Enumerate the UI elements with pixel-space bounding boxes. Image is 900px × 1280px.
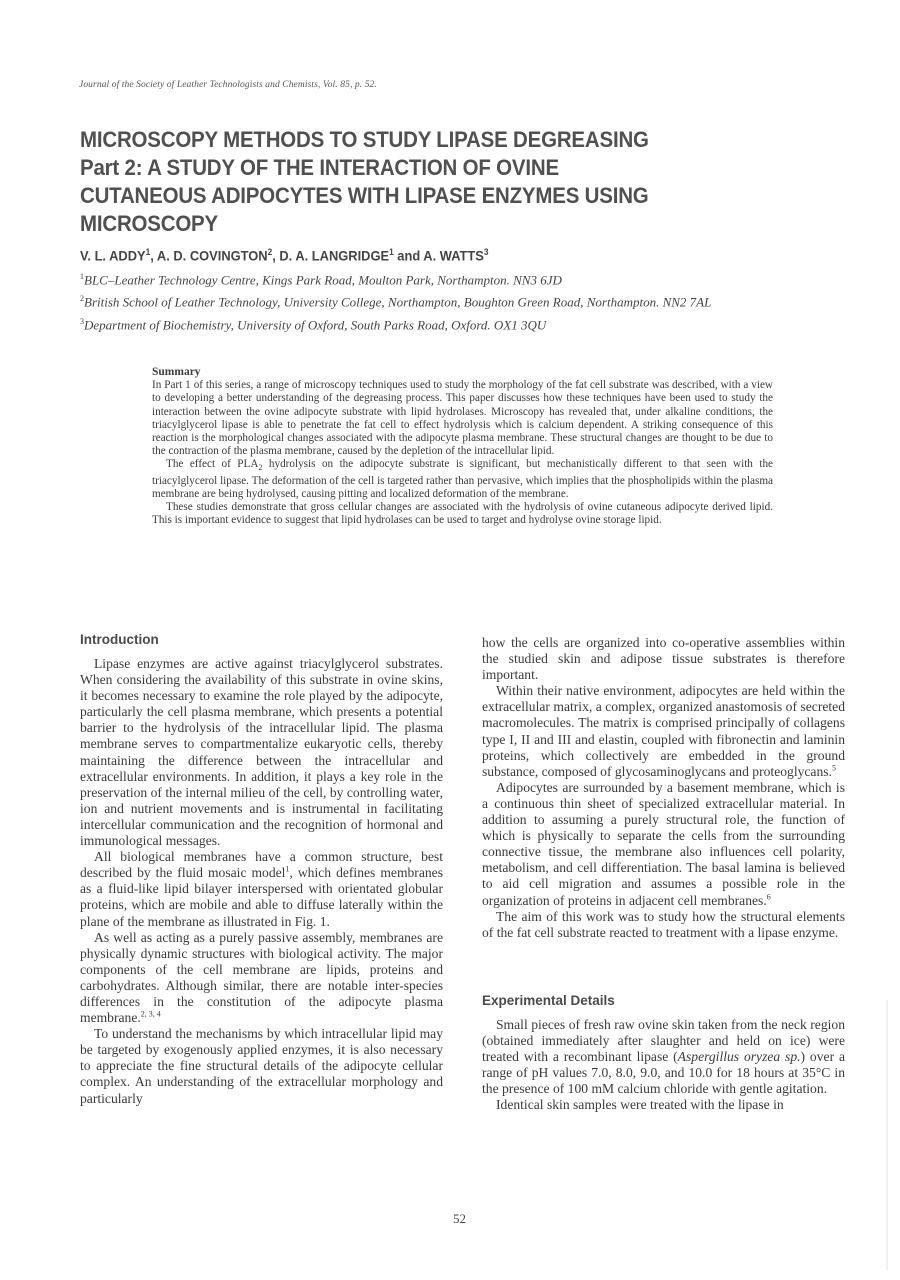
summary-paragraph: In Part 1 of this series, a range of microscopy techniques used to study the morphology of the fat cell substrate was described, with a view to developing a better understanding of the degreasing process. This paper discusses how these techniques have been used to study the interaction between the ovine adipocyte substrate with lipid hydrolases. Microscopy has revealed that, under alkaline conditions, the triacylglycerol lipase is able to penetrate the fat cell to effect hydrolysis which is calcium dependent. A striking consequence of this reaction is the morphological changes associated with the adipocyte plasma membrane. These structural changes are thought to be due to the contraction of the plasma membrane, caused by the depletion of the intracellular lipid. bbox=[152, 379, 773, 458]
text-run: , which defines membranes as a fluid-like lipid bilayer interspersed with orientated globular proteins, which are mobile and able to diffuse laterally within the plane of the membrane as illustrated in Fig. 1. bbox=[80, 865, 443, 929]
body-paragraph: To understand the mechanisms by which intracellular lipid may be targeted by exogenously applied enzymes, it is also necessary to appreciate the fine structural details of the adipocyte cellular complex. An understanding of the extracellular morphology and particularly bbox=[80, 1026, 443, 1106]
affiliation-text: BLC–Leather Technology Centre, Kings Park Road, Moulton Park, Northampton. NN3 6JD bbox=[84, 272, 562, 288]
summary-paragraph bbox=[152, 458, 773, 501]
text-run: Small pieces of fresh raw ovine skin taken from the neck region (obtained immediately after slaughter and held on ice) were treated with a recombinant lipase ( bbox=[482, 1016, 845, 1064]
author-affil-marker: 2 bbox=[267, 247, 273, 257]
author-list bbox=[80, 247, 488, 264]
title-line: CUTANEOUS ADIPOCYTES WITH LIPASE ENZYMES USING bbox=[80, 183, 649, 208]
running-head: Journal of the Society of Leather Technologists and Chemists, Vol. 85, p. 52. bbox=[79, 80, 377, 90]
body-paragraph bbox=[482, 780, 845, 909]
body-paragraph bbox=[80, 849, 443, 929]
text-run: All biological membranes have a common structure, best described by the fluid mosaic model bbox=[80, 849, 443, 881]
author-affil-marker: 1 bbox=[145, 247, 151, 257]
body-paragraph: The aim of this work was to study how the structural elements of the fat cell substrate reacted to treatment with a lipase enzyme. bbox=[482, 908, 845, 940]
affiliation-text: British School of Leather Technology, University College, Northampton, Boughton Green Road, Northampton. NN2 7AL bbox=[84, 294, 712, 310]
article-title bbox=[80, 126, 787, 238]
citation-marker: 6 bbox=[766, 891, 771, 901]
text-run: ) over a range of pH values 7.0, 8.0, 9.0, and 10.0 for 18 hours at 35°C in the presence of 100 mM calcium chloride with gentle agitation. bbox=[482, 1048, 845, 1097]
affiliation-list bbox=[80, 267, 800, 334]
affiliation-text: Department of Biochemistry, University of Oxford, South Parks Road, Oxford. OX1 3QU bbox=[84, 316, 547, 332]
text-run: The effect of PLA bbox=[166, 458, 259, 471]
author-affil-marker: 3 bbox=[483, 247, 489, 257]
affiliation-number: 2 bbox=[80, 294, 84, 304]
text-run: Adipocytes are surrounded by a basement membrane, which is a continuous thin sheet of specialized extracellular material. In addition to assuming a purely structural role, the function of which is physically to separate the cells from the surrounding connective tissue, the membrane also influences cell polarity, metabolism, and cell differentiation. The basal lamina is believed to aid cell migration and assumes a possible role in the organization of proteins in adjacent cell membranes. bbox=[482, 779, 845, 908]
summary-paragraph: These studies demonstrate that gross cellular changes are associated with the hydrolysis of ovine cutaneous adipocyte derived lipid. This is important evidence to suggest that lipid hydrolases can be used to target and hydrolyse ovine storage lipid. bbox=[152, 501, 773, 527]
introduction-heading: Introduction bbox=[80, 632, 159, 647]
affiliation bbox=[80, 267, 800, 289]
left-column bbox=[80, 632, 443, 1107]
citation-marker: 2, 3, 4 bbox=[140, 1009, 161, 1019]
right-column bbox=[482, 635, 845, 1113]
author-separator: , bbox=[150, 247, 157, 264]
author-separator: , bbox=[272, 247, 280, 264]
author-affil-marker: 1 bbox=[389, 247, 394, 257]
author-name: D. A. LANGRIDGE bbox=[279, 247, 390, 264]
body-paragraph: Lipase enzymes are active against triacylglycerol substrates. When considering the availability of this substrate in ovine skins, it becomes necessary to examine the role played by the adipocyte, particularly the cell plasma membrane, which presents a potential barrier to the hydrolysis of the intracellular lipid. The plasma membrane serves to compartmentalize eukaryotic cells, thereby maintaining the difference between the intracellular and extracellular environments. In addition, it plays a key role in the preservation of the internal milieu of the cell, by controlling water, ion and nutrient movements and is instrumental in facilitating intercellular communication and the recognition of hormonal and immunological messages. bbox=[80, 656, 443, 849]
author-name: V. L. ADDY bbox=[80, 247, 146, 264]
text-run: Within their native environment, adipocytes are held within the extracellular matrix, a complex, organized anastomosis of secreted macromolecules. The matrix is comprised principally of collagens type I, II and III and elastin, coupled with fibronectin and laminin proteins, which collectively are embedded in the ground substance, composed of glycosaminoglycans and proteoglycans. bbox=[482, 683, 845, 779]
species-name: Aspergillus oryzea sp. bbox=[677, 1048, 801, 1064]
title-line: Part 2: A STUDY OF THE INTERACTION OF OVINE bbox=[80, 155, 559, 180]
subscript: 2 bbox=[258, 463, 263, 473]
text-run: hydrolysis on the adipocyte substrate is significant, but mechanistically different to that seen with the triacylglycerol lipase. The deformation of the cell is targeted rather than pervasive, which implies that the phospholipids within the plasma membrane are being hydrolysed, causing pitting and localized deformation of the membrane. bbox=[152, 458, 774, 501]
citation-marker: 5 bbox=[831, 763, 836, 773]
author-name: A. WATTS bbox=[423, 247, 484, 264]
body-paragraph bbox=[482, 683, 845, 780]
affiliation bbox=[80, 289, 800, 311]
body-paragraph: how the cells are organized into co-operative assemblies within the studied skin and adipose tissue substrates is therefore important. bbox=[482, 635, 845, 683]
page-number: 52 bbox=[453, 1211, 466, 1226]
title-line: MICROSCOPY METHODS TO STUDY LIPASE DEGREASING bbox=[80, 127, 649, 152]
body-paragraph: Identical skin samples were treated with the lipase in bbox=[496, 1097, 784, 1113]
text-run: As well as acting as a purely passive assembly, membranes are physically dynamic structures with biological activity. The major components of the cell membrane are lipids, proteins and carbohydrates. Although similar, there are notable inter-species differences in the constitution of the adipocyte plasma membrane. bbox=[80, 929, 443, 1026]
body-paragraph bbox=[482, 1017, 845, 1097]
affiliation bbox=[80, 312, 800, 334]
experimental-heading: Experimental Details bbox=[482, 992, 615, 1008]
affiliation-number: 1 bbox=[80, 272, 84, 281]
affiliation-number: 3 bbox=[80, 316, 84, 326]
body-paragraph bbox=[80, 930, 443, 1027]
title-line: MICROSCOPY bbox=[80, 211, 218, 236]
citation-marker: 1 bbox=[285, 864, 290, 874]
summary-heading: Summary bbox=[152, 366, 201, 378]
author-separator: and bbox=[393, 247, 424, 264]
scan-edge bbox=[886, 1000, 888, 1270]
summary-section bbox=[152, 366, 773, 528]
author-name: A. D. COVINGTON bbox=[156, 247, 268, 264]
